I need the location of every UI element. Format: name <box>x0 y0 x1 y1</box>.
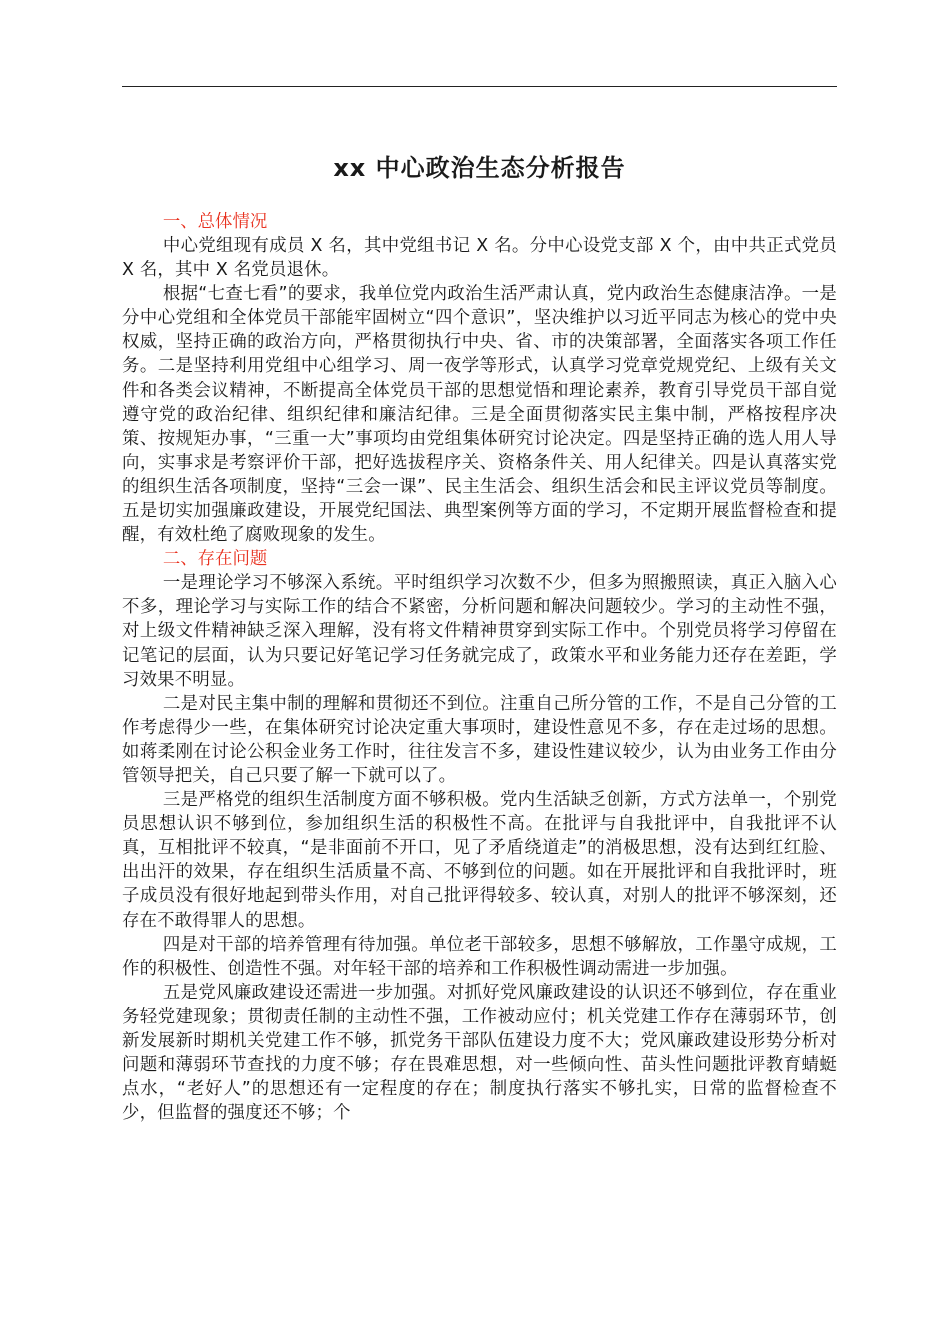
paragraph: 四是对干部的培养管理有待加强。单位老干部较多，思想不够解放，工作墨守成规，工作的积极性、创造性不强。对年轻干部的培养和工作积极性调动需进一步加强。 <box>122 934 837 979</box>
document-body <box>122 210 837 1125</box>
paragraph: 三是严格党的组织生活制度方面不够积极。党内生活缺乏创新，方式方法单一，个别党员思想认识不够到位，参加组织生活的积极性不高。在批评与自我批评中，自我批评不认真，互相批评不较真，“是非面前不开口，见了矛盾绕道走”的消极思想，没有达到红红脸、出出汗的效果，存在组织生活质量不高、不够到位的问题。如在开展批评和自我批评时，班子成员没有很好地起到带头作用，对自己批评得较多、较认真，对别人的批评不够深刻，还存在不敢得罪人的思想。 <box>122 790 837 931</box>
paragraph: 一是理论学习不够深入系统。平时组织学习次数不少，但多为照搬照读，真正入脑入心不多，理论学习与实际工作的结合不紧密，分析问题和解决问题较少。学习的主动性不强，对上级文件精神缺乏深入理解，没有将文件精神贯穿到实际工作中。个别党员将学习停留在记笔记的层面，认为只要记好笔记学习任务就完成了，政策水平和业务能力还存在差距，学习效果不明显。 <box>122 573 837 690</box>
paragraph: 五是党风廉政建设还需进一步加强。对抓好党风廉政建设的认识还不够到位，存在重业务轻党建现象；贯彻责任制的主动性不强，工作被动应付；机关党建工作存在薄弱环节，创新发展新时期机关党建工作不够，抓党务干部队伍建设力度不大；党风廉政建设形势分析对问题和薄弱环节查找的力度不够；存在畏难思想，对一些倾向性、苗头性问题批评教育蜻蜓点水，“老好人”的思想还有一定程度的存在；制度执行落实不够扎实，日常的监督检查不少，但监督的强度还不够；个 <box>122 982 837 1124</box>
section-heading-overview: 一、总体情况 <box>162 212 268 232</box>
paragraph: 中心党组现有成员 X 名，其中党组书记 X 名。分中心设党支部 X 个，由中共正式党员 X 名，其中 X 名党员退休。 <box>122 236 837 281</box>
paragraph: 根据“七查七看”的要求，我单位党内政治生活严肃认真，党内政治生态健康洁净。一是分中心党组和全体党员干部能牢固树立“四个意识”，坚决维护以习近平同志为核心的党中央权威，坚持正确的政治方向，严格贯彻执行中央、省、市的决策部署，全面落实各项工作任务。二是坚持利用党组中心组学习、周一夜学等形式，认真学习党章党规党纪、上级有关文件和各类会议精神，不断提高全体党员干部的思想觉悟和理论素养，教育引导党员干部自觉遵守党的政治纪律、组织纪律和廉洁纪律。三是全面贯彻落实民主集中制，严格按程序决策、按规矩办事，“三重一大”事项均由党组集体研究讨论决定。四是坚持正确的选人用人导向，实事求是考察评价干部，把好选拔程序关、资格条件关、用人纪律关。四是认真落实党的组织生活各项制度，坚持“三会一课”、民主生活会、组织生活会和民主评议党员等制度。五是切实加强廉政建设，开展党纪国法、典型案例等方面的学习，不定期开展监督检查和提醒，有效杜绝了腐败现象的发生。 <box>122 284 837 546</box>
header-rule <box>122 86 837 87</box>
paragraph: 二是对民主集中制的理解和贯彻还不到位。注重自己所分管的工作，不是自己分管的工作考虑得少一些，在集体研究讨论决定重大事项时，建设性意见不多，存在走过场的思想。如蒋柔刚在讨论公积金业务工作时，往往发言不多，建设性建议较少，认为由业务工作由分管领导把关，自己只要了解一下就可以了。 <box>122 693 837 786</box>
section-heading-problems: 二、存在问题 <box>162 549 268 570</box>
document-title: xx 中心政治生态分析报告 <box>333 154 626 182</box>
